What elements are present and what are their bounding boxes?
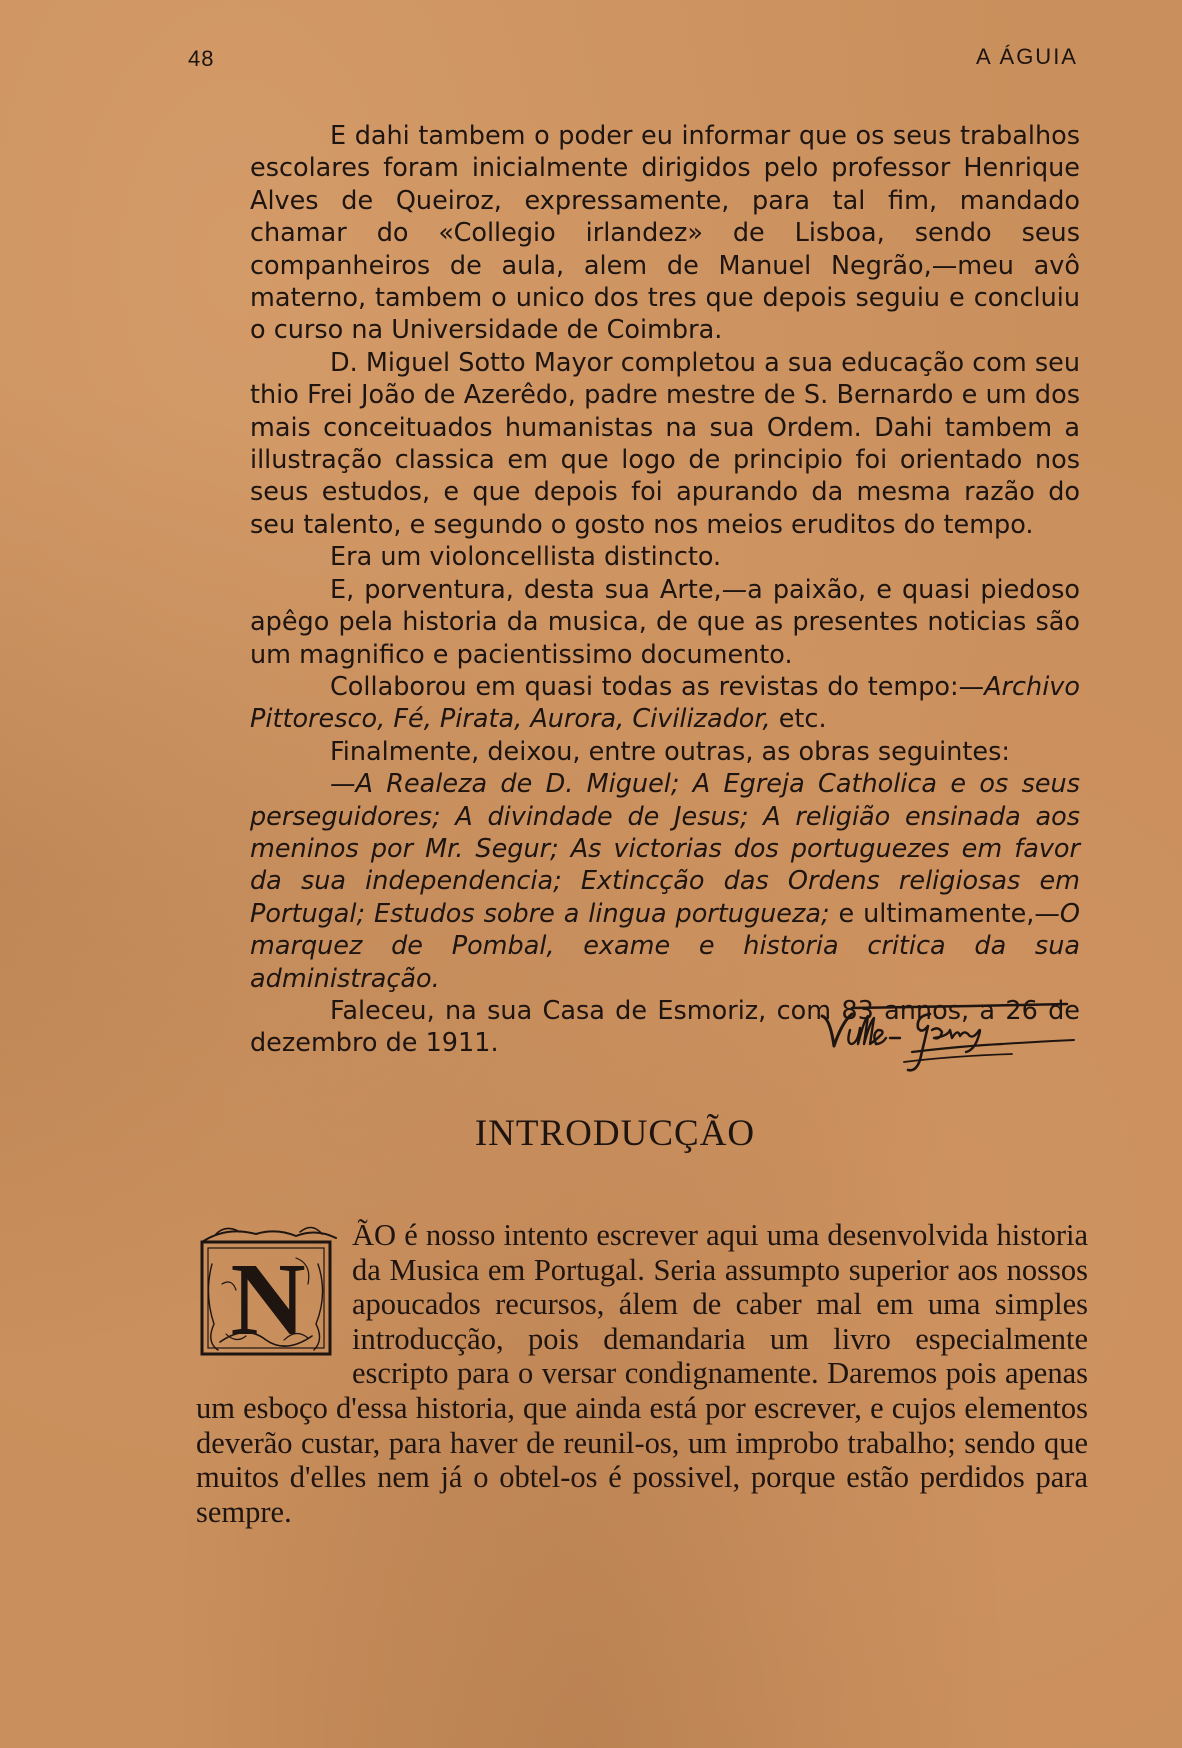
paragraph: D. Miguel Sotto Mayor completou a sua educação com seu thio Frei João de Azerêdo, padre mestre de S. Bernardo e um dos mais conceituados humanistas na sua Ordem. Dahi tambem a illustração classica em que logo de principio foi orientado nos seus estudos, e que depois foi apurando da mesma razão do seu talento, e segundo o gosto nos meios eruditos do tempo. [250, 347, 1080, 540]
biography-text [250, 120, 1080, 1060]
intro-paragraph: ÃO é nosso intento escrever aqui uma desenvolvida historia da Musica em Portugal. Seria assumpto superior aos nossos apoucados recursos, álem de caber mal em uma simples introducção, pois demandaria um livro especialmente escripto para o versar condignamente. Daremos pois apenas um esboço d'essa historia, que ainda está por escrever, e cujos elementos deverão custar, para haver de reunil-os, um improbo trabalho; sendo que muitos d'elles nem já o obtel-os é possivel, porque estão perdidos para sempre. [196, 1218, 1088, 1529]
introduction-text [196, 1218, 1088, 1529]
handwritten-signature [812, 1000, 1082, 1080]
page-number: 48 [188, 46, 215, 71]
running-head: A ÁGUIA [975, 44, 1078, 69]
section-title: INTRODUCÇÃO [474, 1113, 756, 1154]
paragraph: Finalmente, deixou, entre outras, as obras seguintes: [330, 736, 1010, 767]
dropcap-letter: N [230, 1242, 306, 1357]
italic-text: —A Realeza de D. Miguel; A Egreja Catholica e os seus perseguidores; A divindade de Jesus; A religião ensinada aos meninos por Mr. Segur; As victorias dos portuguezes em favor da sua independencia; Extincção das Ordens religiosas em Portugal; Estudos sobre a lingua portugueza; [250, 769, 1080, 929]
paragraph: Era um violoncellista distincto. [330, 542, 722, 573]
italic-text: O marquez de Pombal, exame e historia critica da sua administração. [250, 898, 1080, 994]
paragraph: E, porventura, desta sua Arte,—a paixão, e quasi piedoso apêgo pela historia da musica, de que as presentes noticias são um magnifico e pacientissimo documento. [250, 574, 1080, 670]
works-list [250, 768, 1080, 995]
paragraph-text: Collaborou em quasi todas as revistas do tempo:— [330, 671, 985, 702]
paragraph: E dahi tambem o poder eu informar que os seus trabalhos escolares foram inicialmente dirigidos pelo professor Henrique Alves de Queiroz, expressamente, para tal fim, mandado chamar do «Collegio irlandez» de Lisboa, sendo seus companheiros de aula, alem de Manuel Negrão,—meu avô materno, tambem o unico dos tres que depois seguiu e concluiu o curso na Universidade de Coimbra. [250, 121, 1080, 346]
italic-text: Archivo Pittoresco, Fé, Pirata, Aurora, Civilizador, [250, 671, 1080, 735]
ornamental-dropcap-n-icon [196, 1224, 340, 1360]
paragraph: Faleceu, na sua Casa de Esmoriz, com 83 annos, a 26 de dezembro de 1911. [250, 995, 1080, 1059]
paragraph-text: e ultimamente,— [829, 898, 1060, 929]
paragraph [250, 671, 1080, 736]
paragraph-text: etc. [770, 704, 827, 735]
